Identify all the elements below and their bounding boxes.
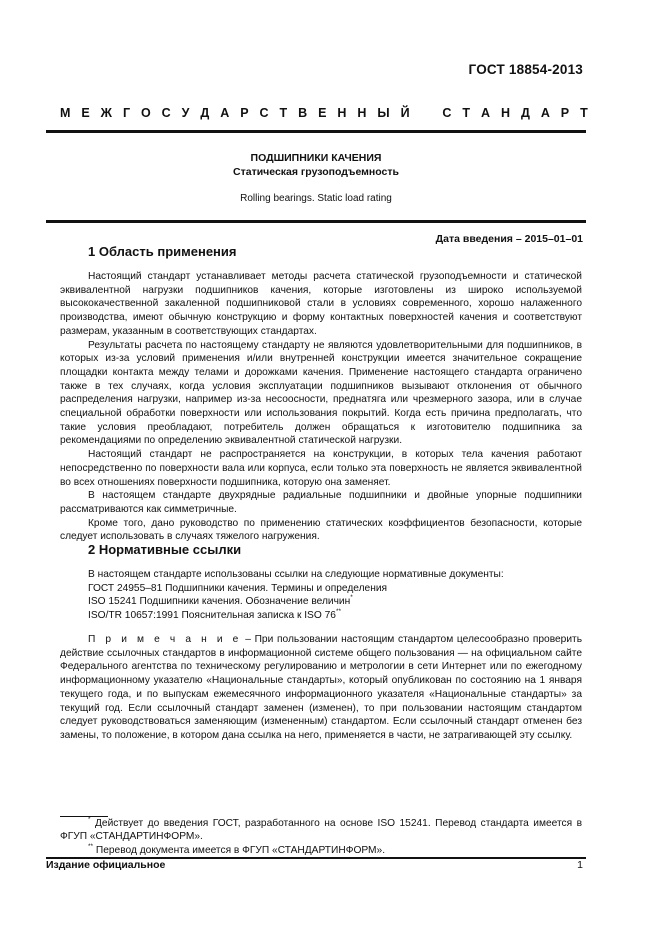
banner-letter: С <box>442 106 452 120</box>
title-rule <box>46 220 586 223</box>
section-1-heading: 1 Область применения <box>88 244 237 259</box>
document-number: ГОСТ 18854-2013 <box>468 62 583 77</box>
banner-letter: Д <box>200 106 210 120</box>
paragraph: Результаты расчета по настоящему стандарту не являются удовлетворительными для подшипников, в которых из-за условий применения и/или внутренней конструкции имеется значительное сокращение площадки контакта между телами и дорожками качения. Применение настоящего стандарта ограничено также в тех случаях, когда условия эксплуатации подшипников вызывают отклонения от обычного распределения нагрузки, например из-за несоосности, преднатяга или чрезмерного зазора, или в случае специальной обработки поверхности или использования покрытий. Когда есть причина предполагать, что такие условия преобладают, потребитель должен обращаться к изготовителю подшипника за рекомендациями по определению эквивалентной статической нагрузки. <box>60 339 582 447</box>
banner-letter: Е <box>318 106 327 120</box>
reference-item: ГОСТ 24955–81 Подшипники качения. Термины и определения <box>88 582 388 594</box>
reference-item: ISO/TR 10657:1991 Пояснительная записка к ISO 76** <box>88 608 342 622</box>
paragraph: Кроме того, дано руководство по применению статических коэффициентов безопасности, которые следует использовать в случаях тяжелого нагружения. <box>60 517 582 543</box>
banner-letter: О <box>140 106 151 120</box>
banner-letter: Т <box>580 106 588 120</box>
section-2-heading: 2 Нормативные ссылки <box>88 542 242 557</box>
banner-letter: Й <box>400 106 410 120</box>
banner-letter: Р <box>240 106 249 120</box>
footnotes <box>60 817 582 857</box>
banner-letter: Г <box>122 106 131 120</box>
banner-letter: М <box>60 106 71 120</box>
footnote: * Действует до введения ГОСТ, разработанного на основе ISO 15241. Перевод стандарта имеется в ФГУП «СТАНДАРТИНФОРМ». <box>60 816 582 843</box>
section-1-body <box>60 270 582 544</box>
references-note <box>60 633 582 743</box>
introduction-date: Дата введения – 2015–01–01 <box>435 233 583 245</box>
edition-label: Издание официальное <box>46 859 166 871</box>
banner-letter: С <box>259 106 269 120</box>
banner-letter: Ы <box>377 106 390 120</box>
paragraph: В настоящем стандарте двухрядные радиальные подшипники и двойные упорные подшипники рассматриваются как симметричные. <box>60 490 582 515</box>
interstate-standard-banner <box>60 106 588 120</box>
banner-letter: Д <box>520 106 530 120</box>
banner-letter: А <box>540 106 550 120</box>
banner-letter: Ж <box>100 106 112 120</box>
banner-letter: С <box>161 106 171 120</box>
footnote: ** Перевод документа имеется в ФГУП «СТАНДАРТИНФОРМ». <box>88 842 386 856</box>
banner-letter: В <box>298 106 308 120</box>
banner-letter: А <box>480 106 491 120</box>
banner-letter: Р <box>560 106 570 120</box>
banner-letter: Т <box>279 106 288 120</box>
note-text: – При пользовании настоящим стандартом целесообразно проверить действие ссылочных стандартов в информационной системе общего пользования — на официальном сайте Федерального агентства по техническому регулированию и метрологии в сети Интернет или по ежегодному информационному указателю «Национальные стандарты», который опубликован по состоянию на 1 января текущего года, и по выпускам ежемесячного информационного указателя «Национальные стандарты» за текущий год. Если ссылочный стандарт заменен (изменен), то при пользовании настоящим стандартом следует руководствоваться заменяющим (измененным) стандартом. Если ссылочный стандарт отменен без замены, то положение, в котором дана ссылка на него, применяется в части, не затрагивающей эту ссылку. <box>60 634 583 741</box>
banner-letter: Н <box>337 106 347 120</box>
banner-letter: У <box>181 106 190 120</box>
paragraph: Настоящий стандарт не распространяется на конструкции, в которых тела качения работают непосредственно по поверхности вала или корпуса, если только эта поверхность не является эквивалентной во всех отношениях поверхности подшипника, которую она заменяет. <box>60 449 582 488</box>
paragraph: Настоящий стандарт устанавливает методы расчета статической грузоподъемности и статической эквивалентной нагрузки подшипников качения, которые изготовлены из широко используемой высококачественной закаленной подшипниковой стали в условиях современного, хорошо налаженного производства, имеют обычную конструкцию и форму контактных поверхностей качения и соответствуют размерам, указанным в соответствующих стандартах. <box>60 271 582 337</box>
header-rule <box>46 130 586 133</box>
banner-letter: Т <box>462 106 471 120</box>
reference-item: ISO 15241 Подшипники качения. Обозначение величин* <box>88 594 353 608</box>
banner-letter: А <box>220 106 230 120</box>
page-number: 1 <box>577 859 583 871</box>
normative-references <box>88 568 582 623</box>
banner-letter: Е <box>81 106 90 120</box>
banner-letter: Н <box>357 106 367 120</box>
note-label: П р и м е ч а н и е <box>88 634 242 645</box>
standard-subtitle: Статическая грузоподъемность <box>233 166 399 178</box>
banner-letter: Н <box>500 106 510 120</box>
english-title: Rolling bearings. Static load rating <box>240 193 392 204</box>
standard-title: ПОДШИПНИКИ КАЧЕНИЯ <box>250 152 382 164</box>
references-intro: В настоящем стандарте использованы ссылки на следующие нормативные документы: <box>88 569 504 580</box>
